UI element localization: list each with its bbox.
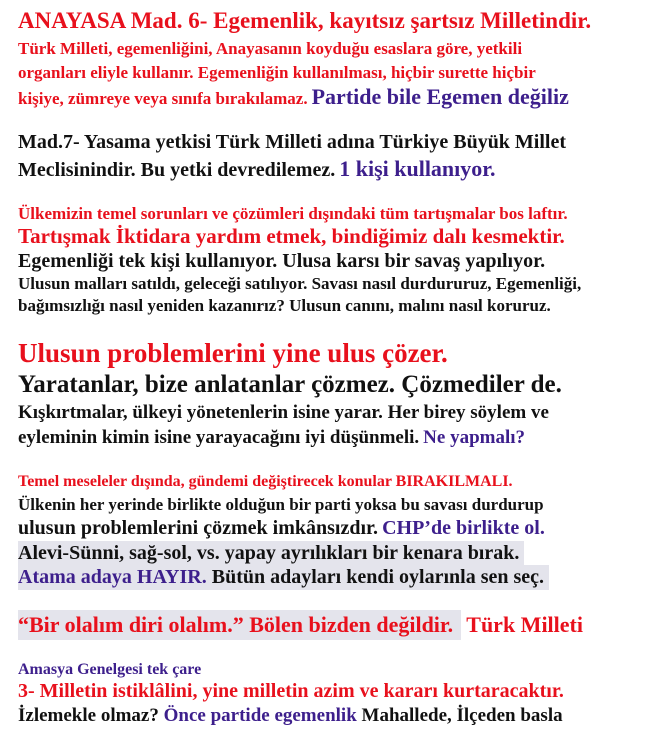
block7-line-3-local: Mahallede, İlçeden basla xyxy=(361,705,563,726)
block4-line-4-black: eyleminin kimin isine yarayacağını iyi düşünmeli. xyxy=(18,427,420,448)
block7-line-3 xyxy=(18,706,563,725)
what-to-do-question: Ne yapmalı? xyxy=(423,427,526,448)
block5-line-4-text: Alevi-Sünni, sağ-sol, vs. yapay ayrılıkları bir kenara bırak. xyxy=(18,541,524,566)
block5-line-1: Temel meseleler dışında, gündemi değiştirecek konular BIRAKILMALI. xyxy=(18,473,513,490)
block5-line-4 xyxy=(18,543,524,563)
block3-line-2: Tartışmak İktidara yardım etmek, bindiğimiz dalı kesmektir. xyxy=(18,224,565,248)
article-6-text-2: organları eliyle kullanır. Egemenliğin kullanılması, hiçbir surette hiçbir xyxy=(18,63,536,82)
block3-line-1: Ülkemizin temel sorunları ve çözümleri dışındaki tüm tartışmalar bos laftır. xyxy=(18,204,568,223)
chp-together-note: CHP’de birlikte ol. xyxy=(382,517,545,539)
block4-line-2: Yaratanlar, bize anlatanlar çözmez. Çözmediler de. xyxy=(18,371,562,398)
no-appointment-note: Atama adaya HAYIR. xyxy=(18,566,207,588)
block5-line-3 xyxy=(18,518,545,538)
block7-line-2: 3- Milletin istiklâlini, yine milletin azim ve kararı kurtaracaktır. xyxy=(18,680,564,702)
block5-line-3-black: ulusun problemlerini çözmek imkânsızdır. xyxy=(18,517,379,539)
unity-slogan: “Bir olalım diri olalım.” Bölen bizden değildir. xyxy=(18,612,454,637)
turkish-nation-text: Türk Milleti xyxy=(466,612,583,637)
block5-line-5 xyxy=(18,567,549,587)
party-sovereignty-note: Partide bile Egemen değiliz xyxy=(311,84,569,109)
article-6-text-3 xyxy=(18,86,569,108)
article-6-title: ANAYASA Mad. 6- Egemenlik, kayıtsız şartsız Milletindir. xyxy=(18,8,592,33)
block5-line-2: Ülkenin her yerinde birlikte olduğun bir parti yoksa bu savası durdurup xyxy=(18,495,544,514)
block7-line-3-question: İzlemekle olmaz? xyxy=(18,705,159,726)
block3-line-3: Egemenliği tek kişi kullanıyor. Ulusa karsı bir savaş yapılıyor. xyxy=(18,250,546,272)
block4-line-3: Kışkırtmalar, ülkeyi yönetenlerin isine yarar. Her birey söylem ve xyxy=(18,402,549,423)
article-6-text-3-red: kişiye, zümreye veya sınıfa bırakılamaz. xyxy=(18,89,308,108)
block7-line-1: Amasya Genelgesi tek çare xyxy=(18,661,202,678)
block5-line-5-black: Bütün adayları kendi oylarınla sen seç. xyxy=(211,566,545,588)
block3-line-5: bağımsızlığı nasıl yeniden kazanırız? Ulusun canını, malını nasıl koruruz. xyxy=(18,296,551,315)
block3-line-4: Ulusun malları satıldı, geleceği satılıyor. Savası nasıl durdururuz, Egemenliği, xyxy=(18,274,582,293)
block6-line-1 xyxy=(18,614,583,636)
block4-heading: Ulusun problemlerini yine ulus çözer. xyxy=(18,338,448,368)
article-7-text-2-black: Meclisinindir. Bu yetki devredilemez. xyxy=(18,159,336,181)
one-person-note: 1 kişi kullanıyor. xyxy=(339,156,496,181)
article-7-text-2 xyxy=(18,158,496,180)
block6-highlight xyxy=(18,610,461,640)
article-6-text-1: Türk Milleti, egemenliğini, Anayasanın koyduğu esaslara göre, yetkili xyxy=(18,39,523,58)
block5-line-5-highlight xyxy=(18,565,549,590)
party-sovereignty-first: Önce partide egemenlik xyxy=(163,705,357,726)
article-7-text-1: Mad.7- Yasama yetkisi Türk Milleti adına Türkiye Büyük Millet xyxy=(18,131,567,153)
block4-line-4 xyxy=(18,428,525,447)
